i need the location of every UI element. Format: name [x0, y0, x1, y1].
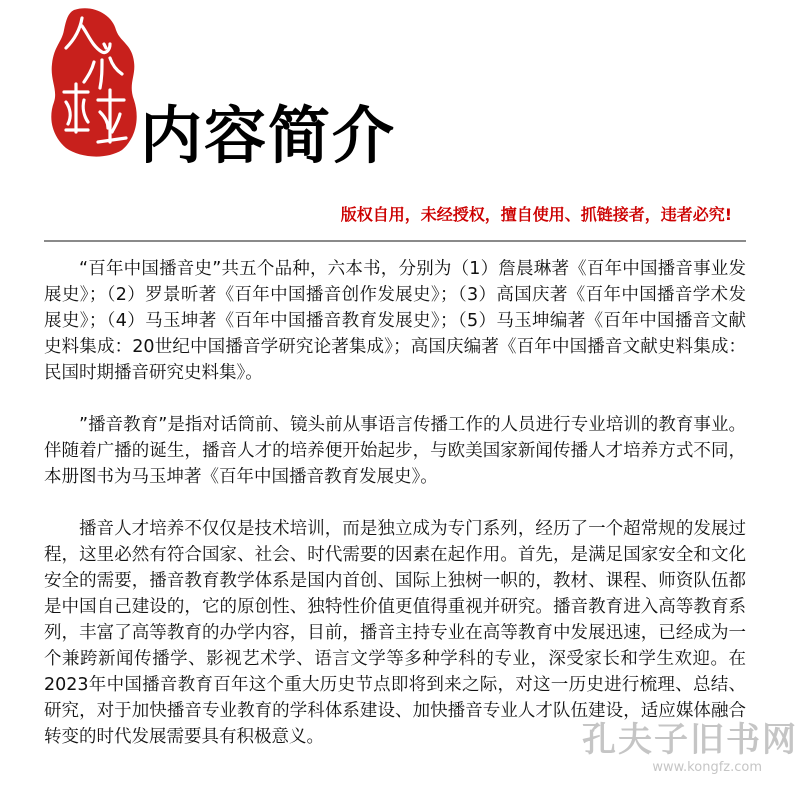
header-divider	[44, 240, 746, 242]
paragraph-broadcasting-education: ”播音教育”是指对话筒前、镜头前从事语言传播工作的人员进行专业培训的教育事业。伴随着广播的诞生，播音人才的培养便开始起步，与欧美国家新闻传播人才培养方式不同，本册图书为马玉坤著《百年中国播音教育发展史》。	[44, 415, 746, 487]
watermark-url: www.kongfz.com	[652, 760, 762, 775]
page-title: 内容简介	[140, 99, 397, 172]
red-seal-image	[44, 4, 144, 160]
paragraph-talent-training: 播音人才培养不仅仅是技术培训，而是独立成为专门系列，经历了一个超常规的发展过程，这里必然有符合国家、社会、时代需要的因素在起作用。首先，是满足国家安全和文化安全的需要，播音教育教学体系是国内首创、国际上独树一帜的，教材、课程、师资队伍都是中国自己建设的，它的原创性、独特性价值更值得重视并研究。播音教育进入高等教育系列，丰富了高等教育的办学内容，目前，播音主持专业在高等教育中发展迅速，已经成为一个兼跨新闻传播学、影视艺术学、语言文学等多种学科的专业，深受家长和学生欢迎。在2023年中国播音教育百年这个重大历史节点即将到来之际，对这一历史进行梳理、总结、研究，对于加快播音专业教育的学科体系建设、加快播音专业人才队伍建设，适应媒体融合转变的时代发展需要具有积极意义。	[44, 519, 746, 747]
watermark-logo: 孔夫子旧书网	[582, 720, 798, 760]
description-body	[44, 256, 746, 750]
copyright-notice: 版权自用，未经授权，擅自使用、抓链接者，违者必究!	[340, 205, 732, 224]
seal-blob	[51, 8, 136, 156]
paragraph-series-intro: “百年中国播音史”共五个品种，六本书，分别为（1）詹晨琳著《百年中国播音事业发展史》；（2）罗景昕著《百年中国播音创作发展史》；（3）高国庆著《百年中国播音学术发展史》；（4）马玉坤著《百年中国播音教育发展史》；（5）马玉坤编著《百年中国播音文献史料集成：20世纪中国播音学研究论著集成》；高国庆编著《百年中国播音文献史料集成：民国时期播音研究史料集》。	[44, 259, 746, 383]
seal-logo	[44, 4, 144, 160]
